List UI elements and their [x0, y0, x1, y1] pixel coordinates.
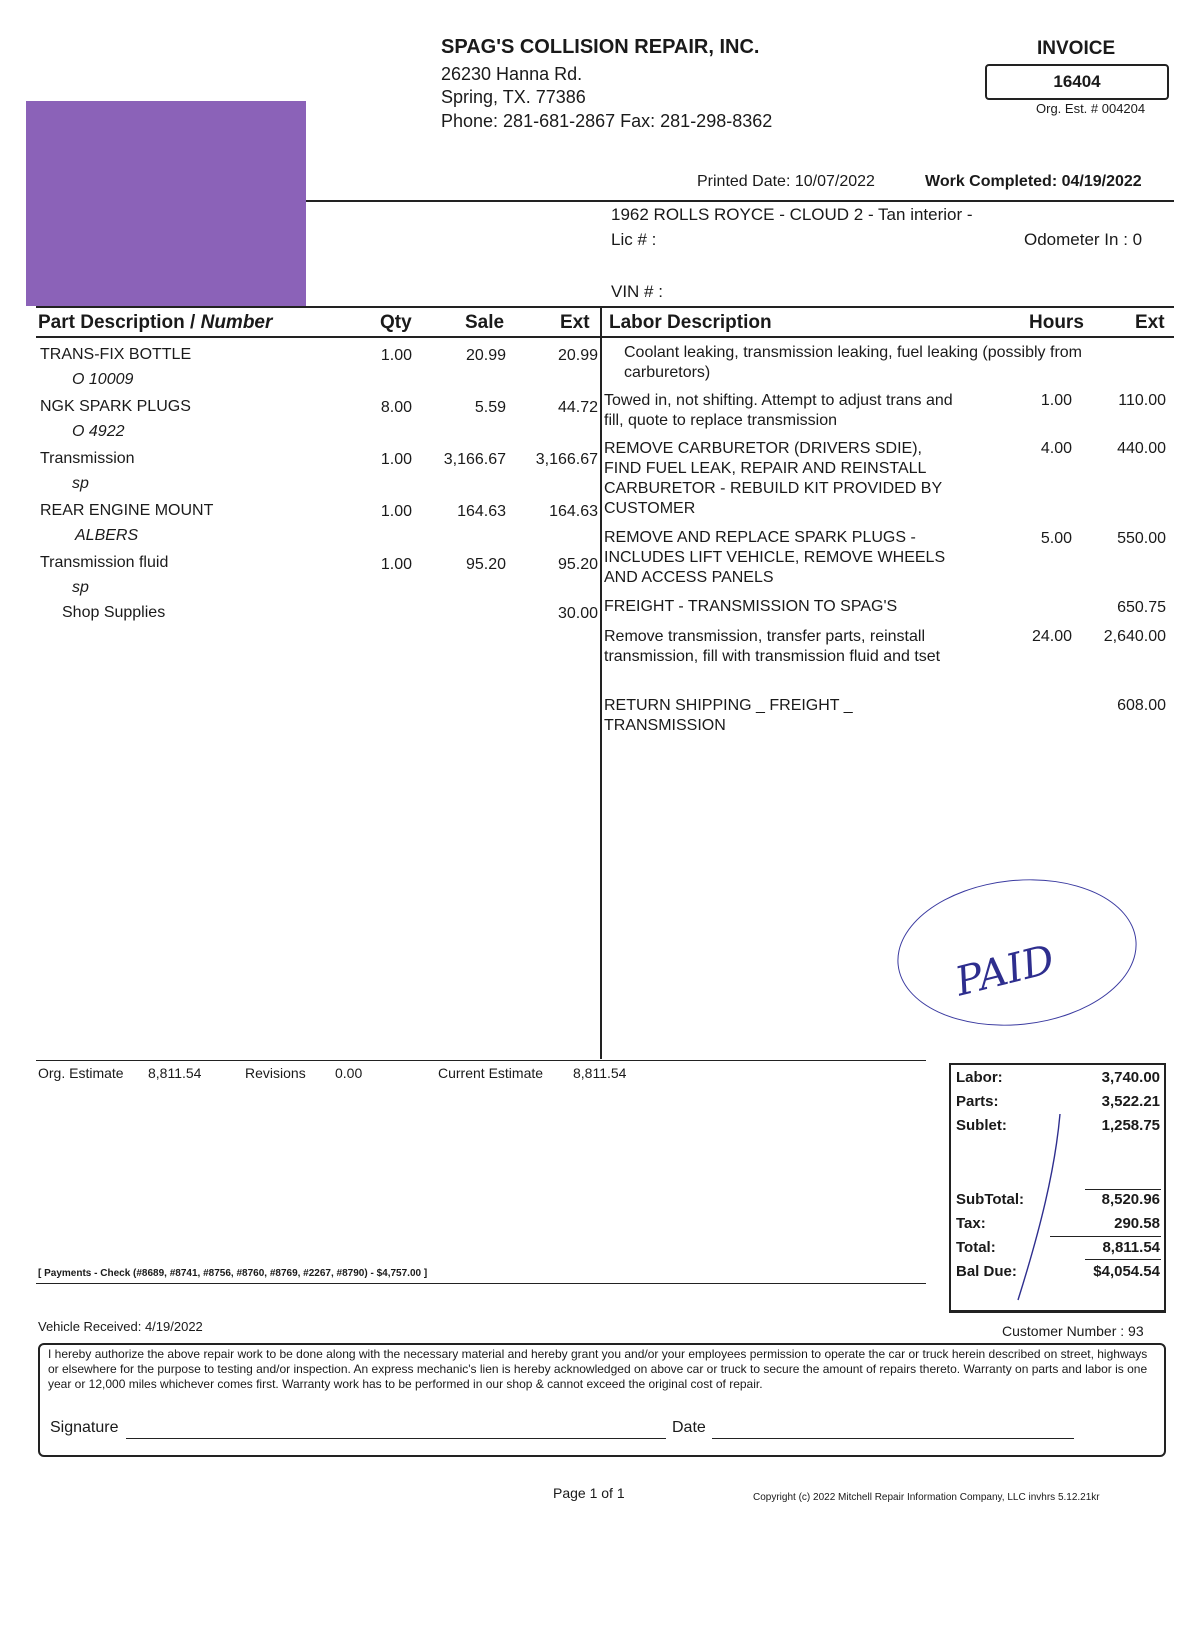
total: 8,811.54: [1102, 1239, 1160, 1256]
vehicle-lic: Lic # :: [611, 230, 657, 249]
part-qty: 1.00: [380, 503, 412, 520]
balance-due-label: Bal Due:: [956, 1263, 1017, 1280]
tax: 290.58: [1114, 1215, 1160, 1232]
customer-number: Customer Number : 93: [1002, 1323, 1144, 1339]
current-estimate-label: Current Estimate: [438, 1065, 544, 1081]
vehicle-vin: VIN # :: [611, 282, 663, 301]
labor-description: Remove transmission, transfer parts, reinstall transmission, fill with transmission fluid and tset: [604, 628, 941, 665]
signature-label: Signature: [50, 1419, 119, 1436]
labor-ext: 440.00: [1117, 440, 1166, 457]
vehicle-received: Vehicle Received: 4/19/2022: [38, 1319, 203, 1334]
part-number: sp: [72, 475, 89, 492]
redacted-block: [26, 101, 306, 306]
part-qty: 1.00: [380, 451, 412, 468]
estimate-rule: [36, 1060, 926, 1061]
part-name: NGK SPARK PLUGS: [40, 398, 191, 415]
labor-total: 3,740.00: [1101, 1069, 1160, 1086]
part-number: sp: [72, 579, 89, 596]
labor-total-label: Labor:: [956, 1069, 1003, 1086]
labor-description: Coolant leaking, transmission leaking, fuel leaking (possibly from carburetors): [624, 344, 1082, 381]
part-ext: 95.20: [557, 556, 598, 573]
part-sale: 5.59: [474, 399, 506, 416]
date-label: Date: [672, 1419, 706, 1436]
balance-due: $4,054.54: [1093, 1263, 1160, 1280]
part-number: O 4922: [72, 423, 125, 440]
part-number: O 10009: [72, 371, 134, 388]
sublet-total-label: Sublet:: [956, 1117, 1007, 1134]
part-name: Shop Supplies: [62, 604, 166, 621]
work-completed-date: Work Completed: 04/19/2022: [925, 173, 1142, 190]
labor-ext: 608.00: [1117, 697, 1166, 714]
revisions-label: Revisions: [245, 1065, 306, 1081]
table-header-rule: [36, 336, 1174, 338]
part-name: Transmission: [40, 450, 135, 467]
page-number: Page 1 of 1: [553, 1485, 625, 1501]
part-qty: 1.00: [380, 347, 412, 364]
labor-description: REMOVE AND REPLACE SPARK PLUGS - INCLUDES LIFT VEHICLE, REMOVE WHEELS AND ACCESS PANELS: [604, 529, 946, 586]
part-name: REAR ENGINE MOUNT: [40, 502, 214, 519]
labor-ext: 2,640.00: [1103, 628, 1166, 645]
org-estimate-value: 8,811.54: [148, 1065, 202, 1081]
org-estimate-number: Org. Est. # 004204: [1036, 101, 1146, 116]
printed-date: Printed Date: 10/07/2022: [697, 173, 875, 190]
parts-header-desc-text: Part Description /: [38, 312, 201, 333]
labor-ext: 110.00: [1118, 392, 1166, 409]
copyright: Copyright (c) 2022 Mitchell Repair Information Company, LLC invhrs 5.12.21kr: [753, 1492, 1100, 1503]
labor-description: REMOVE CARBURETOR (DRIVERS SDIE), FIND FUEL LEAK, REPAIR AND REINSTALL CARBURETOR - REBUILD KIT PROVIDED BY CUSTOMER: [604, 440, 942, 517]
labor-header-hours: Hours: [1029, 312, 1084, 333]
labor-description: RETURN SHIPPING _ FREIGHT _ TRANSMISSION: [604, 697, 853, 734]
subtotal: 8,520.96: [1101, 1191, 1160, 1208]
labor-ext: 550.00: [1117, 530, 1166, 547]
company-address: 26230 Hanna Rd.: [441, 64, 583, 84]
parts-header-number: Number: [200, 312, 273, 333]
labor-header-ext: Ext: [1135, 312, 1165, 333]
signature-line[interactable]: [126, 1438, 666, 1439]
payments-note: [ Payments - Check (#8689, #8741, #8756, #8760, #8769, #2267, #8790) - $4,757.00 ]: [38, 1268, 428, 1279]
payments-rule: [36, 1283, 926, 1284]
header-divider: [306, 200, 1174, 202]
part-name: Transmission fluid: [40, 554, 169, 571]
parts-total: 3,522.21: [1101, 1093, 1160, 1110]
table-top-rule: [36, 306, 1174, 308]
pen-check-mark: [1010, 1110, 1070, 1310]
subtotal-rule: [1085, 1189, 1161, 1190]
labor-description: Towed in, not shifting. Attempt to adjust trans and fill, quote to replace transmission: [604, 392, 953, 429]
org-estimate-label: Org. Estimate: [38, 1065, 124, 1081]
company-name: SPAG'S COLLISION REPAIR, INC.: [441, 36, 760, 58]
company-city: Spring, TX. 77386: [441, 87, 586, 107]
parts-header-description: [38, 312, 272, 334]
part-name: TRANS-FIX BOTTLE: [40, 346, 192, 363]
vehicle-description: 1962 ROLLS ROYCE - CLOUD 2 - Tan interior -: [611, 205, 973, 224]
part-sale: 3,166.67: [443, 451, 506, 468]
baldue-rule: [1085, 1259, 1161, 1260]
sublet-total: 1,258.75: [1101, 1117, 1160, 1134]
current-estimate-value: 8,811.54: [573, 1065, 627, 1081]
part-ext: 30.00: [557, 605, 598, 622]
labor-description: FREIGHT - TRANSMISSION TO SPAG'S: [604, 598, 898, 615]
part-sale: 20.99: [465, 347, 506, 364]
parts-header-qty: Qty: [380, 312, 412, 333]
part-ext: 44.72: [557, 399, 598, 416]
parts-total-label: Parts:: [956, 1093, 999, 1110]
column-divider: [600, 307, 602, 1059]
revisions-value: 0.00: [335, 1065, 363, 1081]
paid-stamp: PAID: [950, 936, 1060, 1006]
labor-ext: 650.75: [1117, 599, 1166, 616]
labor-hours: 5.00: [1040, 530, 1072, 547]
odometer: Odometer In : 0: [1024, 230, 1143, 249]
subtotal-label: SubTotal:: [956, 1191, 1025, 1208]
labor-hours: 4.00: [1040, 440, 1072, 457]
part-sale: 164.63: [457, 503, 506, 520]
part-qty: 8.00: [380, 399, 412, 416]
parts-header-ext: Ext: [560, 312, 590, 333]
part-ext: 164.63: [549, 503, 598, 520]
part-sale: 95.20: [465, 556, 506, 573]
labor-header-description: Labor Description: [609, 312, 772, 333]
part-ext: 3,166.67: [535, 451, 598, 468]
part-qty: 1.00: [380, 556, 412, 573]
invoice-number: 16404: [985, 64, 1169, 100]
date-line[interactable]: [712, 1438, 1074, 1439]
labor-hours: 1.00: [1040, 392, 1072, 409]
labor-hours: 24.00: [1031, 628, 1072, 645]
total-label: Total:: [956, 1239, 996, 1256]
authorization-text: I hereby authorize the above repair work to be done along with the necessary material and hereby grant you and/or your employees permission to operate the car or truck herein described on street, highways or elsewhere for the purpose to testing and/or inspection. An express mechanic's lien is hereby acknowledged on above car or truck to secure the amount of repairs thereto. Warranty on parts and labor is one year or 12,000 miles whichever comes first. Warranty work has to be performed in our shop & cannot exceed the original cost of repair.: [48, 1347, 1148, 1391]
parts-header-sale: Sale: [465, 312, 505, 333]
part-ext: 20.99: [557, 347, 598, 364]
tax-label: Tax:: [956, 1215, 986, 1232]
invoice-label: INVOICE: [1037, 38, 1116, 59]
company-phone-fax: Phone: 281-681-2867 Fax: 281-298-8362: [441, 111, 773, 131]
part-number: ALBERS: [75, 527, 139, 544]
